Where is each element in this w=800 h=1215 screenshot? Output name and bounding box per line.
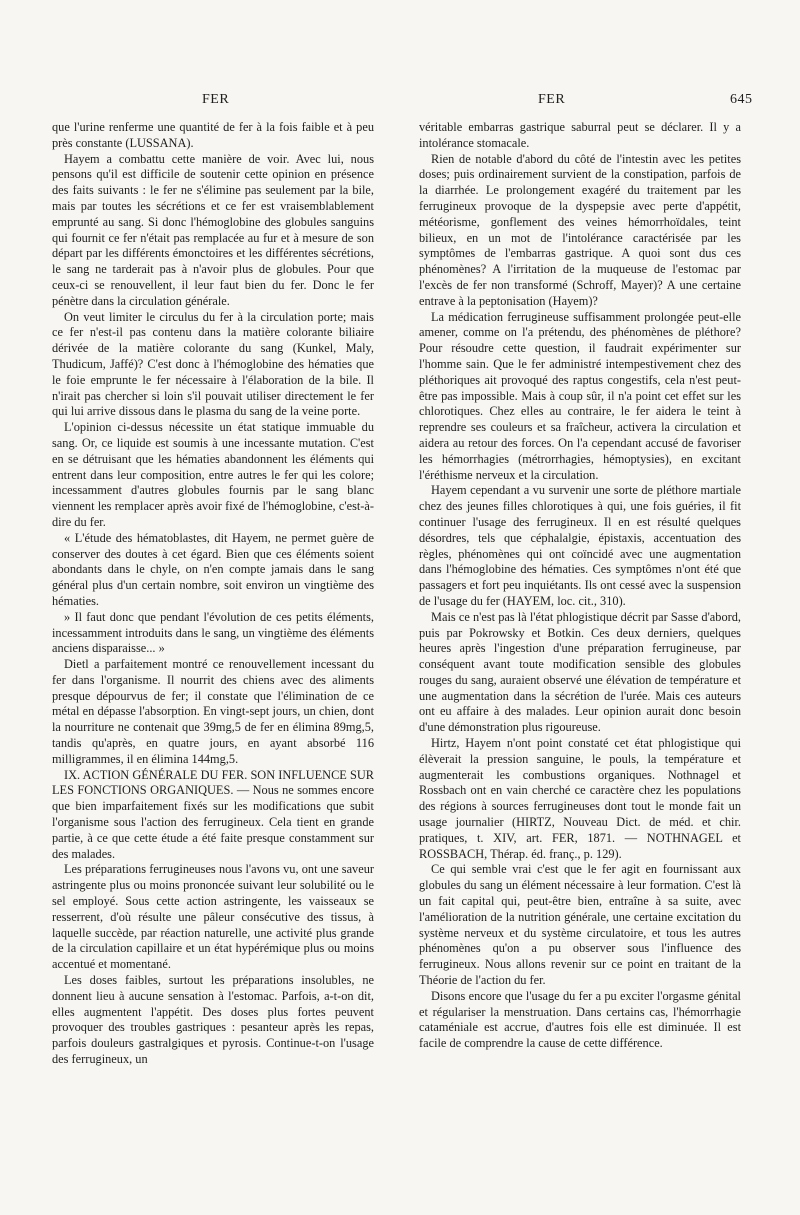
left-column <box>52 120 374 1068</box>
section-heading-paragraph: IX. ACTION GÉNÉRALE DU FER. SON INFLUENCE SUR LES FONCTIONS ORGANIQUES. — Nous ne sommes encore que bien imparfaitement fixés sur les modifications que subit l'organisme sous l'action des ferrugineux. Cela tient en grande partie, à ce que cette étude a été faite presque constamment sur des malades. <box>52 767 374 861</box>
page-number: 645 <box>730 92 753 107</box>
paragraph: Les préparations ferrugineuses nous l'avons vu, ont une saveur astringente plus ou moins prononcée suivant leur solubilité ou le sel employé. Sous cette action astringente, les vaisseaux se resserrent, d'où résulte une pâleur consécutive des tissus, à laquelle succède, par réaction naturelle, une activité plus grande de la circulation capillaire et un état hypérémique plus ou moins accentué et momentané. <box>52 862 374 972</box>
header-center-title: FER <box>538 92 566 107</box>
paragraph: Mais ce n'est pas là l'état phlogistique décrit par Sasse d'abord, puis par Pokrowsky et Botkin. Ces deux derniers, quelques heures après l'ingestion d'une préparation ferrugineuse, par conséquent avant toute modification sensible des globules rouges du sang, auraient observé une élévation de température et une augmentation dans la sécrétion de l'urée. Mais ces auteurs ont eu affaire à des malades. Leur opinion aurait donc besoin d'une démonstration plus rigoureuse. <box>419 609 741 735</box>
paragraph: Les doses faibles, surtout les préparations insolubles, ne donnent lieu à aucune sensation à l'estomac. Parfois, a-t-on dit, elles augmentent l'appétit. Des doses plus fortes peuvent provoquer des troubles gastriques : pesanteur après les repas, parfois douleurs gastralgiques et pyrosis. Continue-t-on l'usage des ferrugineux, un <box>52 973 374 1067</box>
paragraph: La médication ferrugineuse suffisamment prolongée peut-elle amener, comme on l'a prétendu, des phénomènes de pléthore? Pour résoudre cette question, il faudrait expérimenter sur l'homme sain. Que le fer administré intempestivement chez des pléthoriques ait provoqué des raptus congestifs, cela n'est peut-être pas impossible. Mais à coup sûr, il n'a point cet effet sur les chlorotiques. Chez elles au contraire, le fer aidera le teint à reprendre ses couleurs et sa fraîcheur, activera la circulation et aidera au retour des forces. On l'a cependant accusé de favoriser les hémorrhagies (métrorrhagies, hémoptysies), en excitant l'éréthisme nerveux et la circulation. <box>419 309 741 482</box>
paragraph: véritable embarras gastrique saburral peut se déclarer. Il y a intolérance stomacale. <box>419 120 741 150</box>
paragraph: Dietl a parfaitement montré ce renouvellement incessant du fer dans l'organisme. Il nourrit des chiens avec des aliments presque dépourvus de fer; il constate que l'élimination de ce métal en dépasse l'absorption. En vingt-sept jours, un chien, dont la nourriture ne contenait que 39mg,5 de fer en élimina 89mg,5, tandis qu'après, en quatre jours, en ayant absorbé 116 milligrammes, il en élimina 144mg,5. <box>52 657 374 766</box>
paragraph: Hayem a combattu cette manière de voir. Avec lui, nous pensons qu'il est difficile de soutenir cette opinion en présence des faits suivants : le fer ne s'élimine pas seulement par la bile, mais par toutes les sécrétions et ce fer est vraisemblablement emprunté au sang. Si donc l'hémoglobine des globules sanguins qui fournit ce fer n'était pas remplacée au fur et à mesure de son départ par les différents émonctoires et les différentes sécrétions, le sang ne tarderait pas à n'avoir plus de globules. Pour que ceux-ci se renouvellent, il leur faut bien du fer. Donc le fer pénètre dans la circulation générale. <box>52 151 374 308</box>
paragraph: L'opinion ci-dessus nécessite un état statique immuable du sang. Or, ce liquide est soumis à une incessante mutation. C'est en se détruisant que les hématies abandonnent les éléments qui entrent dans leur composition, entre autres le fer qui les colore; incessamment d'autres globules fournis par le sang blanc viennent les remplacer après avoir fixé de l'hémoglobine, c'est-à-dire du fer. <box>52 420 374 529</box>
paragraph: Rien de notable d'abord du côté de l'intestin avec les petites doses; puis ordinairement survient de la constipation, parfois de la diarrhée. Le prolongement exagéré du traitement par les ferrugineux provoque de la dyspepsie avec perte d'appétit, météorisme, gonflement des veines hémorrhoïdales, teint bilieux, en un mot de l'intolérance caractérisée par les symptômes de l'embarras gastrique. A quoi sont dus ces phénomènes? A l'irritation de la muqueuse de l'estomac par l'excès de fer non transformé (Schroff, Mayer)? A une certaine entrave à la peptonisation (Hayem)? <box>419 151 741 308</box>
paragraph: On veut limiter le circulus du fer à la circulation porte; mais ce fer n'est-il pas contenu dans la matière colorante biliaire dérivée de la matière colorante du sang (Kunkel, Maly, Thudicum, Jaffé)? C'est donc à l'hémoglobine des hématies que le foie emprunte le fer nécessaire à l'élaboration de la bile. Il n'irait pas chercher si loin s'il pouvait utiliser directement le fer qui lui arrive dissous dans le plasma du sang de la veine porte. <box>52 309 374 419</box>
paragraph: que l'urine renferme une quantité de fer à la fois faible et à peu près constante (LUSSANA). <box>52 120 374 150</box>
paragraph: Disons encore que l'usage du fer a pu exciter l'orgasme génital et régulariser la menstruation. Dans certains cas, l'hémorrhagie cataméniale est accrue, d'autres fois elle est diminuée. Il est facile de comprendre la cause de cette différence. <box>419 988 741 1051</box>
paragraph: Ce qui semble vrai c'est que le fer agit en fournissant aux globules du sang un élément nécessaire à leur formation. C'est là un fait capital qui, peut-être bien, entraîne à sa suite, avec l'amélioration de la nutrition générale, une certaine excitation du système nerveux et du système circulatoire, et tous les autres phénomènes qu'on a pu observer sous l'influence des ferrugineux. Nous allons revenir sur ce point en traitant de la Théorie de l'action du fer. <box>419 862 741 988</box>
right-column <box>419 120 741 1052</box>
running-header <box>0 92 800 112</box>
header-left-title: FER <box>202 92 230 107</box>
paragraph: « L'étude des hématoblastes, dit Hayem, ne permet guère de conserver des doutes à cet égard. Bien que ces éléments soient abondants dans le chyle, on n'en compte jamais dans le sang général plus d'un certain nombre, soit environ un vingtième des hématies. <box>52 530 374 608</box>
paragraph: Hayem cependant a vu survenir une sorte de pléthore martiale chez des jeunes filles chlorotiques à qui, une fois guéries, il fit continuer l'usage des ferrugineux. Il en est résulté quelques désordres, tels que céphalalgie, épistaxis, accentuation des règles, phénomènes qui ont coïncidé avec une augmentation dans l'hémoglobine des hématies. Ces symptômes n'ont été que passagers et fort peu inquiétants. Ils ont cessé avec la suspension de l'usage du fer (HAYEM, loc. cit., 310). <box>419 483 741 608</box>
paragraph: Hirtz, Hayem n'ont point constaté cet état phlogistique qui élèverait la pression sanguine, le pouls, la température et augmenterait les combustions organiques. Nothnagel et Rossbach ont en vain cherché ce caractère chez les populations des régions à sources ferrugineuses dont tout le monde fait un usage journalier (HIRTZ, Nouveau Dict. de méd. et chir. pratiques, t. XIV, art. FER, 1871. — NOTHNAGEL et ROSSBACH, Thérap. éd. franç., p. 129). <box>419 736 741 861</box>
paragraph: » Il faut donc que pendant l'évolution de ces petits éléments, incessamment introduits dans le sang, un vingtième des éléments anciens disparaisse... » <box>52 609 374 656</box>
